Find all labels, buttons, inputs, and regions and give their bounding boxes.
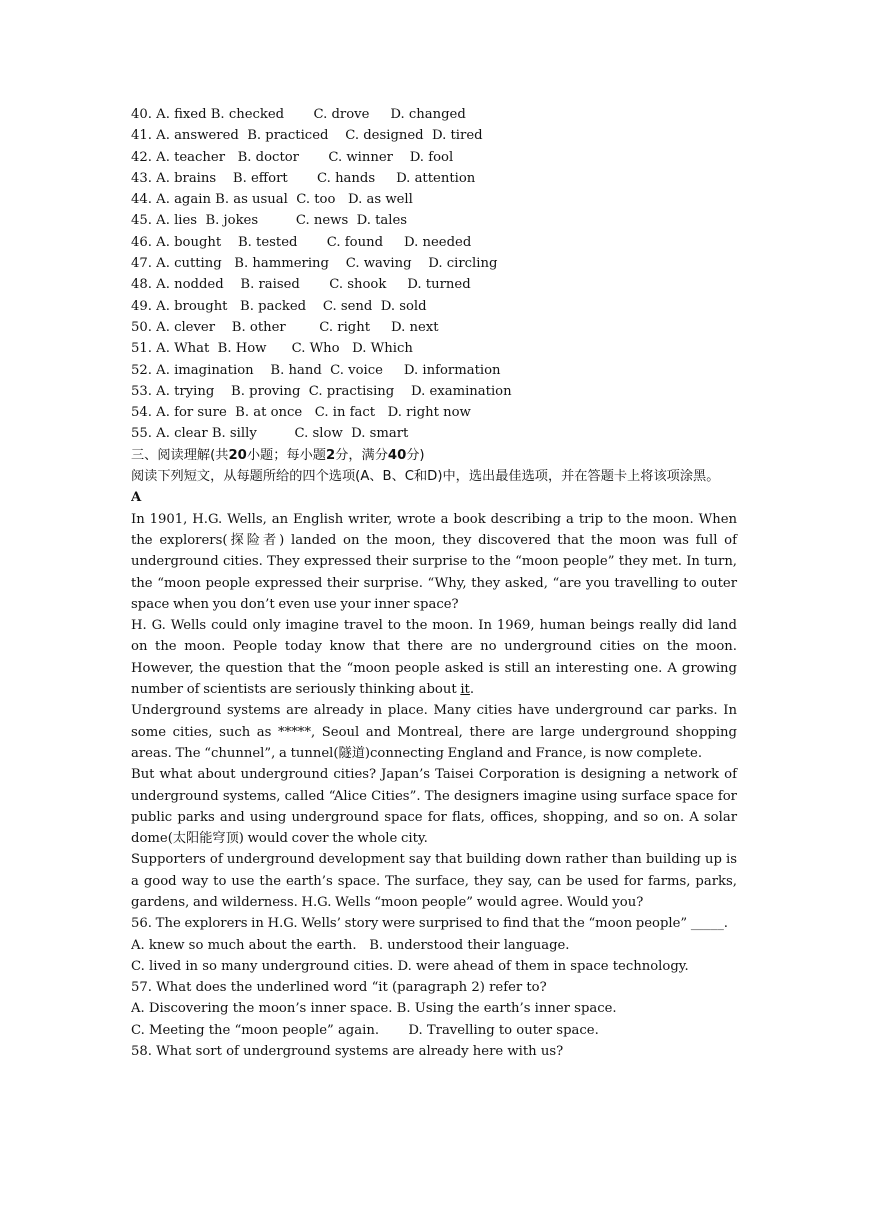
question-58-stem: 58. What sort of underground systems are already here with us?	[131, 1044, 564, 1060]
question-57-options-ab: A. Discovering the moon’s inner space. B. Using the earth’s inner space.	[131, 1001, 617, 1017]
option-row-41: 41. A. answered B. practiced C. designed D. tired	[131, 128, 483, 144]
question-56-stem: 56. The explorers in H.G. Wells’ story were surprised to find that the “moon people” _____.	[131, 916, 728, 932]
heading-text-2: 小题；每小题	[246, 447, 326, 463]
option-row-55: 55. A. clear B. silly C. slow D. smart	[131, 426, 409, 442]
heading-total-points: 40	[387, 447, 407, 463]
cloze-option-list	[131, 104, 737, 445]
page-content	[131, 104, 737, 1062]
passage-paragraph-2	[131, 615, 737, 700]
passage-label: A	[131, 490, 142, 506]
question-56-options-ab: A. knew so much about the earth. B. understood their language.	[131, 937, 570, 953]
question-57-options-cd: C. Meeting the “moon people” again. D. Travelling to outer space.	[131, 1022, 599, 1038]
heading-text-4: 分)	[406, 447, 425, 463]
section-heading	[131, 445, 737, 466]
passage-paragraph-5: Supporters of underground development say that building down rather than building up is a good way to use the earth’s space. The surface, they say, can be used for farms, parks, gardens, and wilderness. H.G. Wells “moon people” would agree. Would you?	[131, 852, 737, 910]
option-row-43: 43. A. brains B. effort C. hands D. attention	[131, 170, 476, 186]
section-instruction: 阅读下列短文，从每题所给的四个选项(A、B、C和D)中，选出最佳选项，并在答题卡上将该项涂黑。	[131, 469, 720, 485]
option-row-42: 42. A. teacher B. doctor C. winner D. fool	[131, 149, 454, 165]
reading-passage	[131, 509, 737, 914]
option-row-49: 49. A. brought B. packed C. send D. sold	[131, 298, 427, 314]
heading-text-3: 分，满分	[335, 447, 388, 463]
option-row-54: 54. A. for sure B. at once C. in fact D. right now	[131, 405, 471, 421]
passage-paragraph-3: Underground systems are already in place. Many cities have underground car parks. In some cities, such as *****, Seoul and Montreal, there are large underground shopping areas. The “chunnel”, a tunnel(隧道)connecting England and France, is now complete.	[131, 703, 737, 761]
question-57-stem: 57. What does the underlined word “it (paragraph 2) refer to?	[131, 980, 547, 996]
option-row-51: 51. A. What B. How C. Who D. Which	[131, 341, 413, 357]
paragraph-2-text: H. G. Wells could only imagine travel to the moon. In 1969, human beings really did land on the moon. People today know that there are no underground cities on the moon. However, the question that the “moon people asked is still an interesting one. A growing number of scientists are seriously thinking about	[131, 618, 737, 698]
passage-paragraph-1: In 1901, H.G. Wells, an English writer, wrote a book describing a trip to the moon. When the explorers(探险者) landed on the moon, they discovered that the moon was full of underground cities. They expressed their surprise to the “moon people” they met. In turn, the “moon people expressed their surprise. “Why, they asked, “are you travelling to outer space when you don’t even use your inner space?	[131, 511, 737, 612]
option-row-53: 53. A. trying B. proving C. practising D. examination	[131, 383, 512, 399]
option-row-47: 47. A. cutting B. hammering C. waving D. circling	[131, 256, 498, 272]
option-row-46: 46. A. bought B. tested C. found D. needed	[131, 234, 472, 250]
question-56-options-cd: C. lived in so many underground cities. D. were ahead of them in space technology.	[131, 958, 689, 974]
option-row-52: 52. A. imagination B. hand C. voice D. information	[131, 362, 501, 378]
option-row-44: 44. A. again B. as usual C. too D. as well	[131, 192, 413, 208]
option-row-50: 50. A. clever B. other C. right D. next	[131, 319, 439, 335]
underlined-word-it: it	[460, 682, 470, 698]
paragraph-2-period: .	[469, 682, 475, 698]
question-list	[131, 913, 737, 1062]
passage-paragraph-4: But what about underground cities? Japan’s Taisei Corporation is designing a network of underground systems, called “Alice Cities”. The designers imagine using surface space for public parks and using underground space for flats, offices, shopping, and so on. A solar dome(太阳能穹顶) would cover the whole city.	[131, 767, 737, 847]
heading-count: 20	[228, 447, 247, 463]
option-row-40: 40. A. fixed B. checked C. drove D. changed	[131, 107, 466, 122]
option-row-45: 45. A. lies B. jokes C. news D. tales	[131, 213, 408, 229]
option-row-48: 48. A. nodded B. raised C. shook D. turned	[131, 277, 471, 293]
heading-points-each: 2	[325, 447, 336, 463]
heading-text-1: 三、阅读理解(共	[131, 447, 229, 463]
